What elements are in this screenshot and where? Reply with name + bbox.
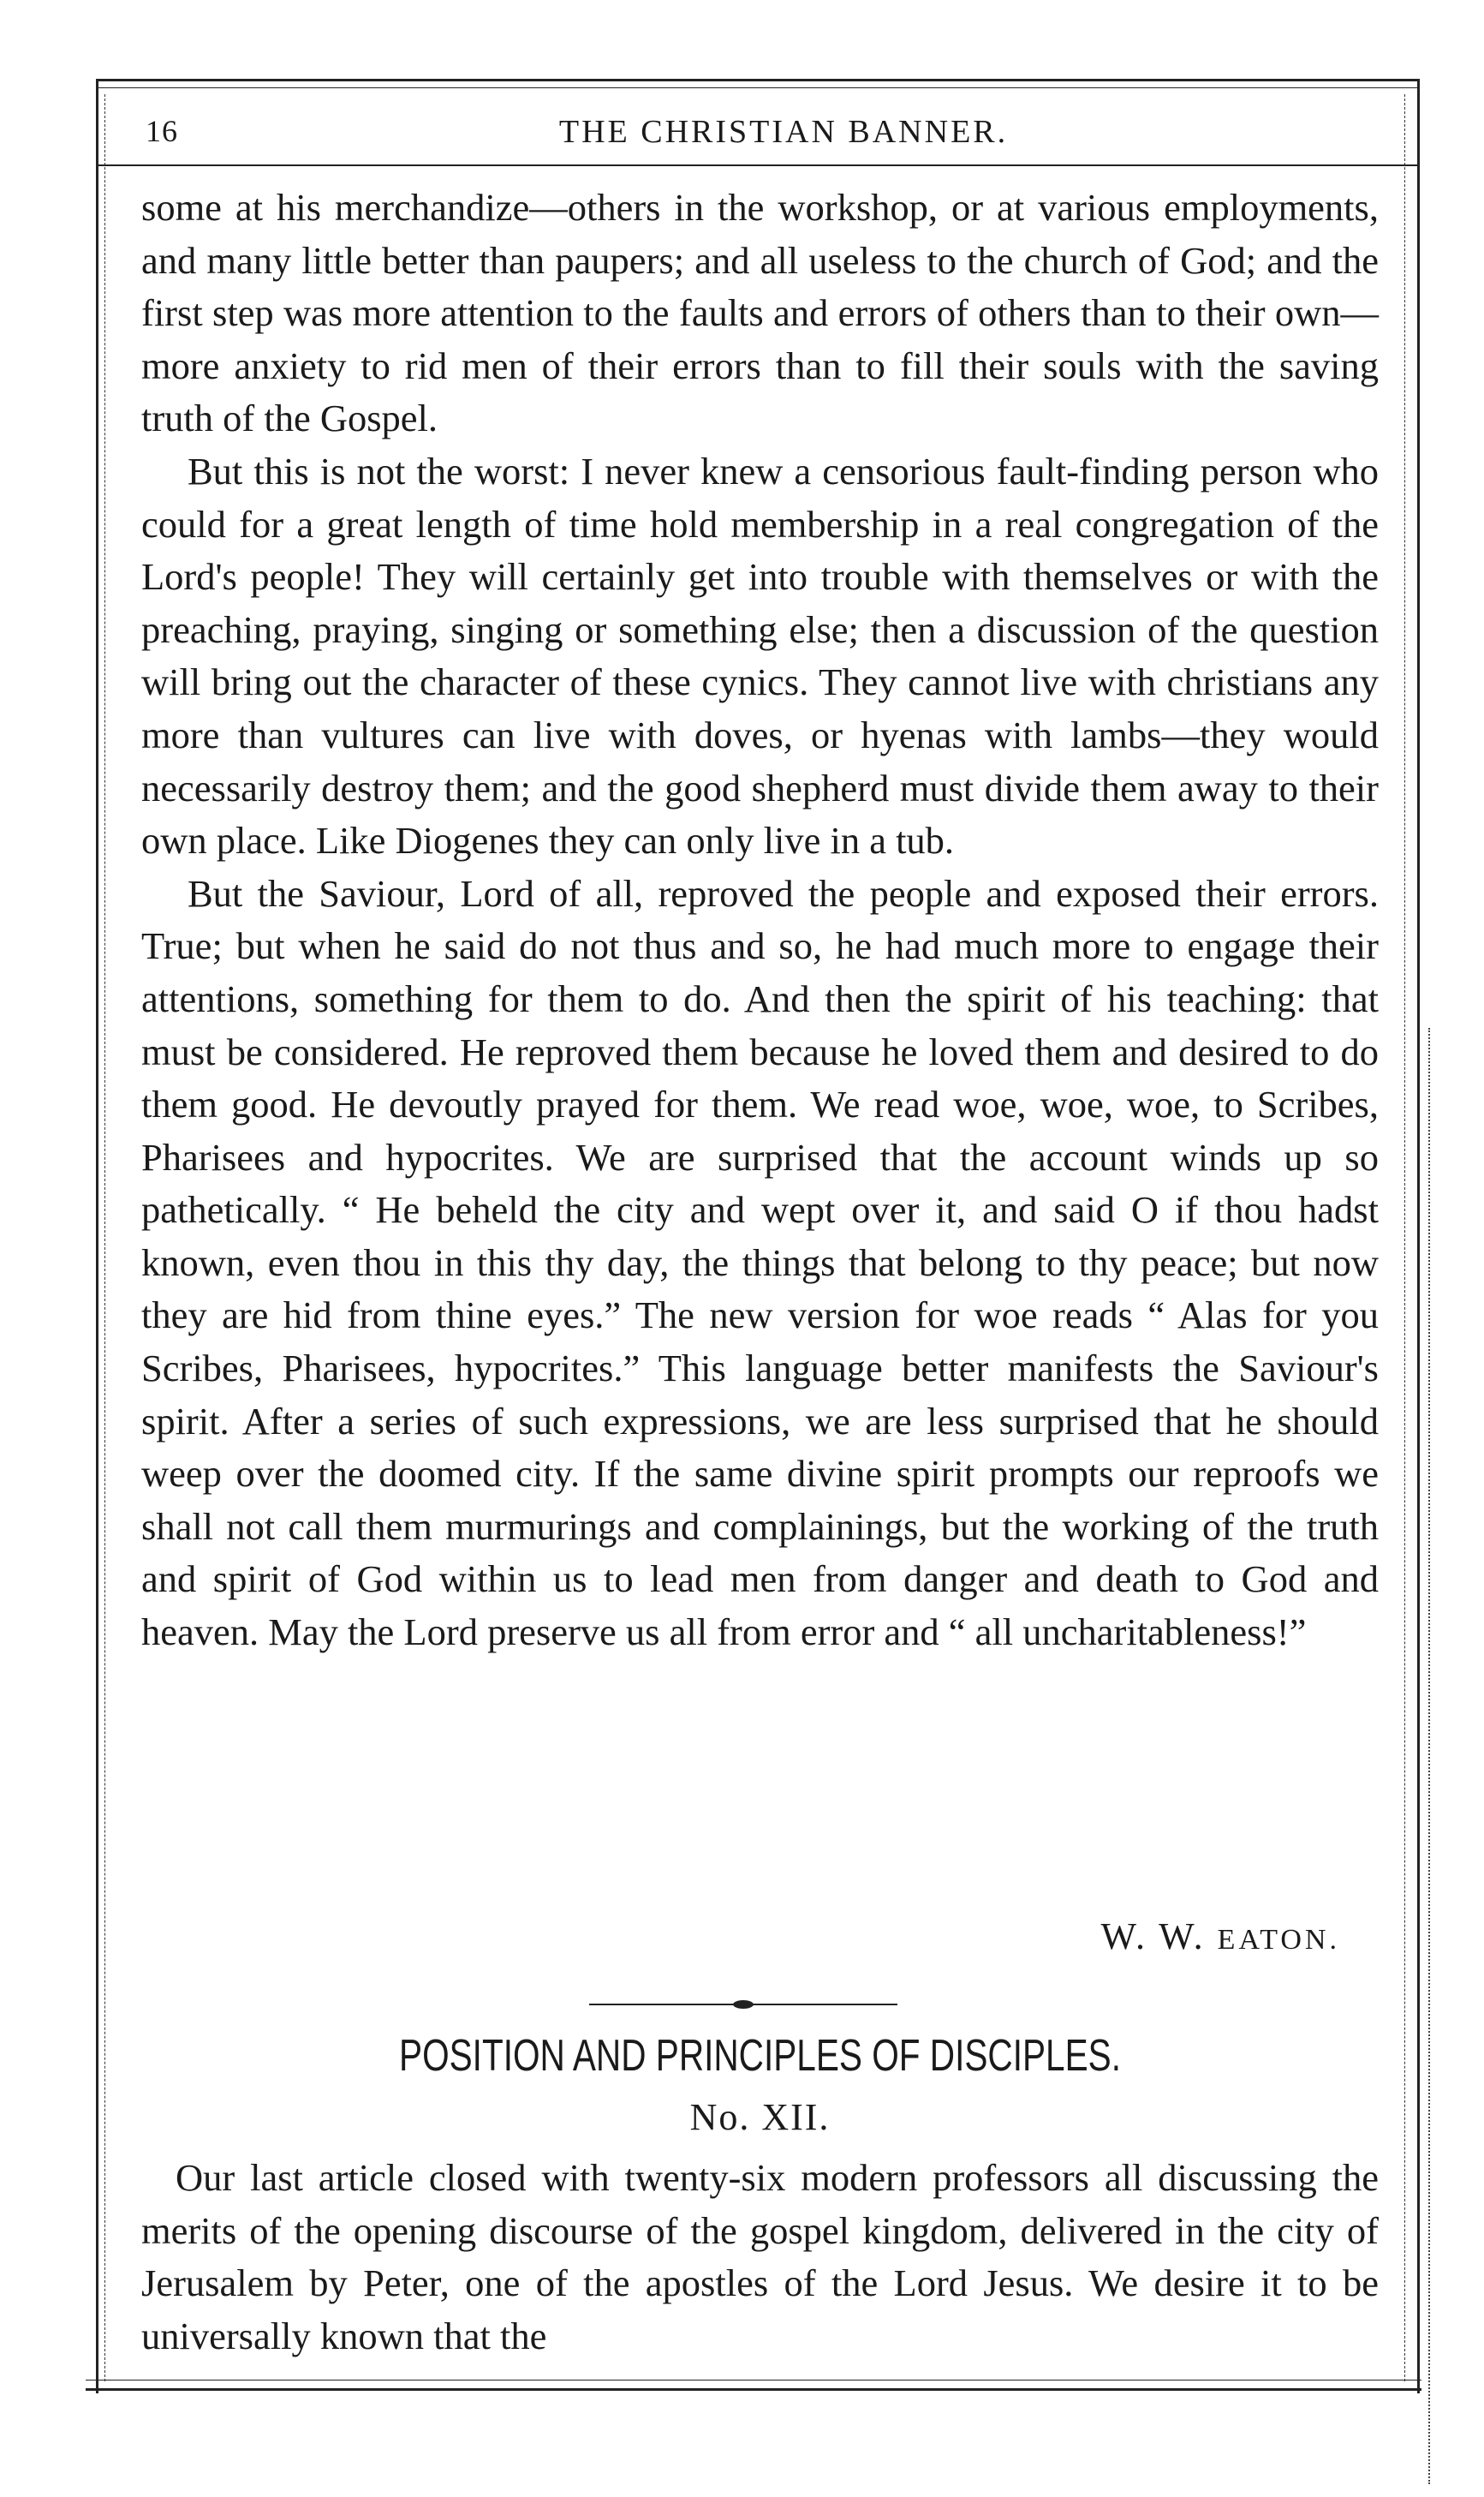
paragraph-1: some at his merchandize—others in the workshop, or at various employments, and many little better than paupers; and all useless to the church of God; and the first step was more attention to the faults and errors of others than to their own—more anxiety to rid men of their errors than to fill their souls with the saving truth of the Gospel. [141, 186, 1379, 440]
page-number: 16 [146, 114, 178, 148]
article-body [141, 182, 1379, 1659]
bottom-border-inner-rule [86, 2380, 1421, 2381]
paragraph-3: But the Saviour, Lord of all, reproved the people and exposed their errors. True; but when he said do not thus and so, he had much more to engage their attentions, something for them to do. And then the spirit of his teaching: that must be considered. He reproved them because he loved them and desired to do them good. He devoutly prayed for them. We read woe, woe, woe, to Scribes, Pharisees and hypocrites. We are surprised that the account winds up so pathetically. “ He beheld the city and wept over it, and said O if thou hadst known, even thou in this thy day, the things that belong to thy peace; but now they are hid from thine eyes.” The new version for woe reads “ Alas for you Scribes, Pharisees, hypocrites.” This language better manifests the Saviour's spirit. After a series of such expressions, we are less surprised that he should weep over the doomed city. If the same divine spirit prompts our reproofs we shall not call them murmurings and complainings, but the working of the truth and spirit of God within us to lead men from danger and death to God and heaven. May the Lord preserve us all from error and “ all uncharitableness!” [141, 871, 1379, 1654]
bottom-border-rule [86, 2388, 1421, 2391]
header-rule [96, 164, 1420, 166]
running-title: THE CHRISTIAN BANNER. [558, 114, 1009, 150]
signature-initials: W. W. [1100, 1915, 1218, 1957]
section-title: POSITION AND PRINCIPLES OF DISCIPLES. [399, 2031, 1121, 2081]
left-inner-border [104, 94, 105, 2381]
section-divider-ornament [589, 1996, 897, 2013]
signature-surname: EATON. [1217, 1924, 1340, 1956]
section-number: No. XII. [689, 2096, 831, 2138]
section-opening-paragraph: Our last article closed with twenty-six modern professors all discussing the merits of the opening discourse of the gospel kingdom, delivered in the city of Jerusalem by Peter, one of the apostles of the Lord Jesus. We desire it to be universally known that the [141, 2156, 1379, 2357]
right-inner-border [1404, 94, 1405, 2381]
paragraph-2: But this is not the worst: I never knew a censorious fault-finding person who could for a great length of time hold membership in a real congregation of the Lord's people! They will certainly get into trouble with themselves or with the preaching, praying, singing or something else; then a discussion of the question will bring out the character of these cynics. They cannot live with christians any more than vultures can live with doves, or hyenas with lambs—they would necessarily destroy them; and the good shepherd must divide them away to their own place. Like Diogenes they can only live in a tub. [141, 449, 1379, 863]
margin-specks [1428, 1028, 1439, 2484]
author-signature [141, 1915, 1340, 1958]
running-header [128, 103, 1387, 154]
section-body [141, 2152, 1379, 2363]
